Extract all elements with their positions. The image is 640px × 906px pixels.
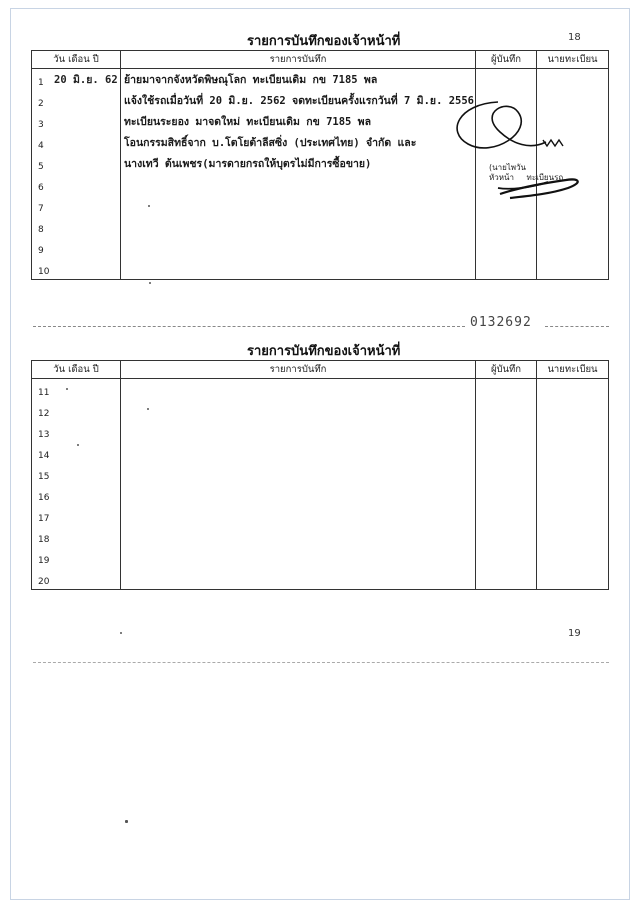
row-entry <box>121 237 476 258</box>
scan-speck <box>77 444 79 446</box>
record-table <box>31 360 609 590</box>
row-number: 10 <box>38 267 50 277</box>
header-entry: รายการบันทึก <box>121 51 476 69</box>
header-entry: รายการบันทึก <box>121 361 476 379</box>
stamp-line: (นายไพวัน <box>489 163 527 172</box>
row-entry <box>121 174 476 195</box>
header-registrar: นายทะเบียน <box>537 361 609 379</box>
header-date: วัน เดือน ปี <box>32 361 121 379</box>
scan-speck <box>147 408 149 410</box>
table-row <box>32 505 609 526</box>
table-header-row <box>32 361 609 379</box>
table-row <box>32 258 609 280</box>
row-number: 4 <box>38 141 44 151</box>
row-number: 11 <box>38 388 50 398</box>
header-recorder: ผู้บันทึก <box>476 51 537 69</box>
row-number: 8 <box>38 225 44 235</box>
stamp-line: ทะเบียนรถ <box>526 173 564 182</box>
row-entry <box>121 195 476 216</box>
row-entry: ทะเบียนระยอง มาจดใหม่ ทะเบียนเดิม กข 7185 พล <box>121 111 476 132</box>
row-entry: ย้ายมาจากจังหวัดพิษณุโลก ทะเบียนเดิม กข 7185 พล <box>121 69 476 91</box>
table-row <box>32 69 609 91</box>
table-row <box>32 484 609 505</box>
scan-speck <box>149 282 151 284</box>
row-number: 9 <box>38 246 44 256</box>
table-row <box>32 568 609 590</box>
row-number: 2 <box>38 99 44 109</box>
table-row <box>32 463 609 484</box>
table-row <box>32 400 609 421</box>
table-row <box>32 216 609 237</box>
header-date: วัน เดือน ปี <box>32 51 121 69</box>
page-number: 19 <box>568 628 581 639</box>
row-entry: นางเทวี ต้นเพชร(มารดายกรถให้บุตรไม่มีการซื้อขาย) <box>121 153 476 174</box>
stamp-line: หัวหน้า <box>489 173 514 182</box>
header-registrar: นายทะเบียน <box>537 51 609 69</box>
row-number: 7 <box>38 204 44 214</box>
row-date: 20 มิ.ย. 62 <box>54 74 118 86</box>
row-number: 15 <box>38 472 50 482</box>
row-number: 3 <box>38 120 44 130</box>
row-number: 14 <box>38 451 50 461</box>
row-number: 17 <box>38 514 50 524</box>
separator-line <box>545 326 609 328</box>
table-header-row <box>32 51 609 69</box>
header-recorder: ผู้บันทึก <box>476 361 537 379</box>
table-row <box>32 526 609 547</box>
row-number: 5 <box>38 162 44 172</box>
section-title: รายการบันทึกของเจ้าหน้าที่ <box>247 344 401 359</box>
separator-line <box>33 662 609 664</box>
row-number: 1 <box>38 78 44 88</box>
row-number: 20 <box>38 577 50 587</box>
table-row <box>32 421 609 442</box>
table-row <box>32 379 609 401</box>
official-stamp <box>489 163 563 183</box>
scan-speck <box>148 205 150 207</box>
row-entry: แจ้งใช้รถเมื่อวันที่ 20 มิ.ย. 2562 จดทะเบียนครั้งแรกวันที่ 7 มิ.ย. 2556 <box>121 90 476 111</box>
row-entry <box>121 258 476 280</box>
serial-number: 0132692 <box>470 315 532 330</box>
scan-speck <box>66 388 68 390</box>
table-row <box>32 547 609 568</box>
row-entry <box>121 216 476 237</box>
signature <box>438 92 588 202</box>
row-number: 16 <box>38 493 50 503</box>
row-registrar <box>537 69 609 91</box>
row-recorder <box>476 69 537 91</box>
row-number: 12 <box>38 409 50 419</box>
scan-speck <box>125 820 128 823</box>
row-number: 19 <box>38 556 50 566</box>
row-entry: โอนกรรมสิทธิ์จาก บ.โตโยต้าลีสซิ่ง (ประเทศไทย) จำกัด และ <box>121 132 476 153</box>
page-number: 18 <box>568 32 581 43</box>
row-number: 6 <box>38 183 44 193</box>
scan-speck <box>120 632 122 634</box>
section-title: รายการบันทึกของเจ้าหน้าที่ <box>247 34 401 49</box>
separator-line <box>33 326 465 328</box>
row-number: 13 <box>38 430 50 440</box>
table-row <box>32 237 609 258</box>
table-row <box>32 442 609 463</box>
row-number: 18 <box>38 535 50 545</box>
